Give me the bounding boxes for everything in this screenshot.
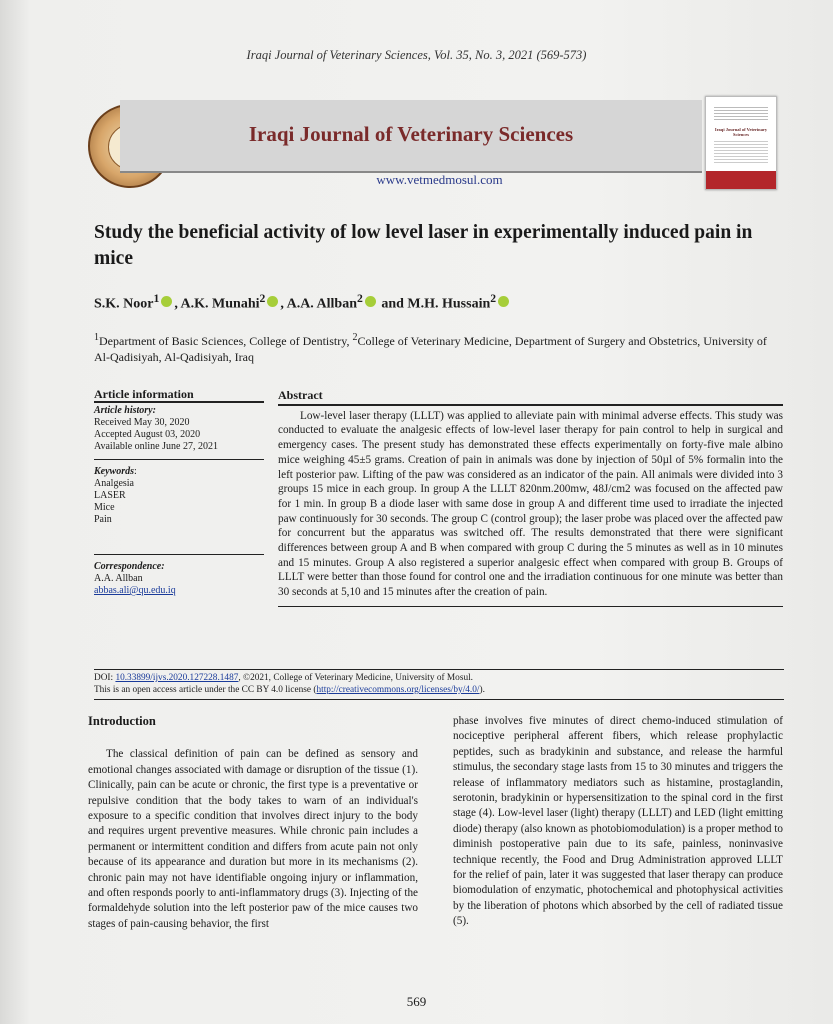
intro-left-column xyxy=(88,714,418,932)
doi-link[interactable]: 10.33899/ijvs.2020.127228.1487 xyxy=(115,673,239,683)
author-affil-sup: 2 xyxy=(259,292,266,305)
article-title: Study the beneficial activity of low level laser in experimentally induced pain in mice xyxy=(94,222,753,269)
author-name: , A.A. Allban xyxy=(280,296,357,312)
cover-title: Iraqi Journal of Veterinary Sciences xyxy=(714,127,768,137)
author-name: S.K. Noor xyxy=(94,296,154,312)
affiliations xyxy=(94,330,784,365)
running-header: Iraqi Journal of Veterinary Sciences, Vol. 35, No. 3, 2021 (569-573) xyxy=(246,48,587,62)
correspondence-email-link[interactable]: abbas.ali@qu.edu.iq xyxy=(94,585,176,596)
license-link[interactable]: http://creativecommons.org/licenses/by/4.0/ xyxy=(316,685,480,695)
intro-right-column xyxy=(453,714,783,930)
intro-paragraph-left: The classical definition of pain can be defined as sensory and emotional changes associated with damage or disruption of the tissue (1). Clinically, pain can be acute or chronic, the first type is a preventative or repulsive condition that the body takes to warn of an individual's exposure to a specific condition that involves direct injury to the body and requires urgent preventive measures. While chronic pain includes a permanent or intermittent condition and differs from acute pain not only because of its appearance and duration but more in its mechanisms (2). chronic pain may not have identifiable ongoing injury or inflammation, and often responds poorly to anti-inflammatory drugs (3). Injecting of the formaldehyde solution into the left posterior paw of the mice causes two stages of pain-causing behavior, the first xyxy=(88,748,418,930)
license-text: This is an open access article under the CC BY 4.0 license ( xyxy=(94,685,317,695)
introduction-heading: Introduction xyxy=(88,714,156,728)
received-date: Received May 30, 2020 xyxy=(94,417,190,428)
keyword: Pain xyxy=(94,514,112,525)
journal-url[interactable]: www.vetmedmosul.com xyxy=(376,172,503,187)
keyword: Analgesia xyxy=(94,478,134,489)
correspondent-name: A.A. Allban xyxy=(94,573,143,584)
author-name: and M.H. Hussain xyxy=(377,296,491,312)
keyword: Mice xyxy=(94,502,115,513)
journal-cover-thumbnail xyxy=(705,96,777,190)
available-date: Available online June 27, 2021 xyxy=(94,441,218,452)
page-number: 569 xyxy=(406,994,427,1009)
keyword: LASER xyxy=(94,490,126,501)
author-name: , A.K. Munahi xyxy=(174,296,260,312)
orcid-icon[interactable] xyxy=(267,296,278,307)
orcid-icon[interactable] xyxy=(498,296,509,307)
journal-name: Iraqi Journal of Veterinary Sciences xyxy=(248,122,574,146)
accepted-date: Accepted August 03, 2020 xyxy=(94,429,201,440)
article-history xyxy=(94,403,264,460)
article-info-panel xyxy=(94,388,264,597)
author-affil-sup: 2 xyxy=(490,292,497,305)
author-affil-sup: 2 xyxy=(357,292,363,305)
doi-label: DOI: xyxy=(94,673,116,683)
affil-text: College of Veterinary Medicine, Department of Surgery and Obstetrics, University of Al-Qadisiyah, Al-Qadisiyah, Iraq xyxy=(94,334,767,364)
journal-banner xyxy=(88,76,791,196)
keywords-label: Keywords xyxy=(94,466,134,477)
article-info-heading: Article information xyxy=(94,388,264,403)
banner-box xyxy=(120,100,702,173)
correspondence-section xyxy=(94,555,264,597)
history-label: Article history: xyxy=(94,405,156,416)
keywords-section: Keywords: Analgesia LASER Mice Pain xyxy=(94,460,264,555)
abstract-panel xyxy=(278,388,783,607)
orcid-icon[interactable] xyxy=(365,296,376,307)
orcid-icon[interactable] xyxy=(161,296,172,307)
author-list xyxy=(94,292,784,313)
affil-sup: 1 xyxy=(94,332,99,343)
doi-copyright: , ©2021, College of Veterinary Medicine, University of Mosul. xyxy=(238,673,473,683)
doi-license-block xyxy=(94,669,784,700)
correspondence-label: Correspondence: xyxy=(94,561,165,572)
affil-sup: 2 xyxy=(352,332,358,343)
license-end: ). xyxy=(479,685,485,695)
abstract-text: Low-level laser therapy (LLLT) was applied to alleviate pain with minimal adverse effects. This study was conducted to evaluate the analgesic effects of low-level laser therapy for pain control to help in surgical and emergency cases. The present study has demonstrated these effects experimentally on forty-five male albino mice weighing 45±5 grams. Creation of pain in animals was done by injection of 50µl of 5% formalin into the left posterior paw. Lifting of the paw was considered as an indicator of the pain. All animals were divided into 3 groups 15 mice in each group. In group A the LLLT 820nm.200mw, 48J/cm2 was focused on the affected paw for 1 min. In group B a diode laser with same dose in group A and different time used to irradiate the injected paw continuously for 30 seconds. The group C (control group); the laser probe was placed over the affected paw for concurrent but the apparatus was switched off. The results demonstrated that there were significant differences between group A and B when compared with group C during the 5 minutes as well as in 10 minutes and 15 minutes. Group A also registered a superior analgesic effect when compared with group B. Groups of LLLT were better than those found for control one and the irradiation continuous for one minute was better than 30 seconds at 5,10 and 15 minutes after the creation of pain. xyxy=(278,409,783,607)
intro-paragraph-right: phase involves five minutes of direct chemo-induced stimulation of nociceptive peripheral afferent fibers, which release prophylactic peptides, such as bradykinin and substance, and release the harmful stimulus, the secondary stage lasts from 15 to 30 minutes and triggers the release of inflammatory mediators such as histamine, prostaglandin, serotonin, bradykinin or hypersensitization to the spinal cord in the first stage (4). Low-level laser (light) therapy (LLLT) and LED (light emitting diode) therapy (also known as photobiomodulation) is a proper method to diminish postoperative pain due to its safe, painless, noninvasive technique recently, the Food and Drug Administration approved LLLT for the relief of pain, later it was suggested that laser therapy can produce biomodulation of enzymatic, photochemical and photophysical activities by the liberation of photons which absorbed by the cell of radiated tissue (5). xyxy=(453,715,783,928)
affil-text: Department of Basic Sciences, College of Dentistry, xyxy=(99,334,353,348)
author-affil-sup: 1 xyxy=(153,292,160,305)
abstract-heading: Abstract xyxy=(278,388,783,406)
